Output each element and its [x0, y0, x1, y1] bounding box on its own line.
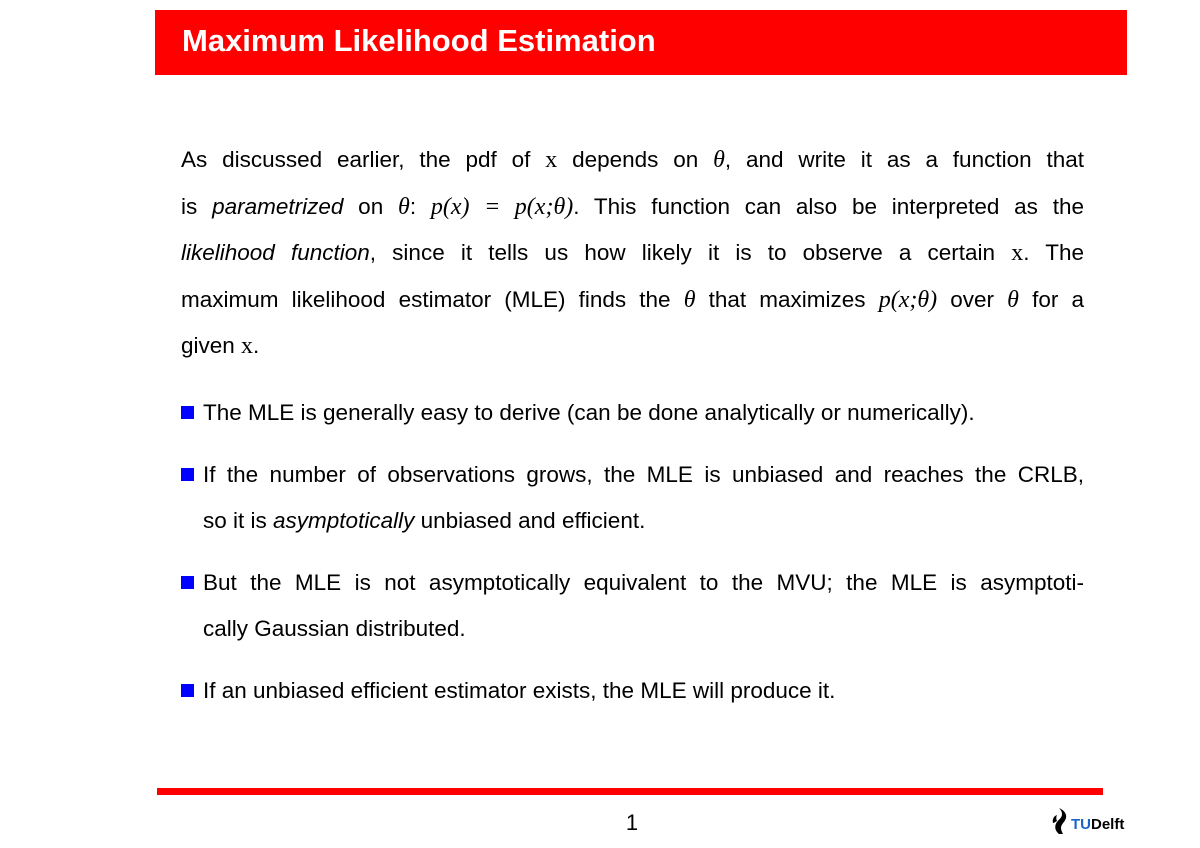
- tu-delft-logo: [1050, 805, 1124, 835]
- text: unbiased and efficient.: [414, 508, 646, 533]
- intro-line-5: [181, 323, 1084, 370]
- intro-paragraph: [181, 137, 1084, 370]
- bullet-text: If an unbiased efficient estimator exists, the MLE will produce it.: [203, 677, 836, 703]
- math-theta: θ: [398, 193, 410, 220]
- bullet-text: The MLE is generally easy to derive (can be done analytically or numerically).: [203, 400, 975, 425]
- text: for a: [1018, 286, 1085, 312]
- square-bullet-icon: [181, 576, 194, 589]
- math-theta: θ: [1007, 286, 1019, 313]
- bullet-text: cally Gaussian distributed.: [203, 616, 466, 641]
- intro-line-3: [181, 230, 1084, 277]
- slide-title: Maximum Likelihood Estimation: [182, 23, 656, 58]
- logo-tu: TU: [1071, 816, 1091, 833]
- text: given: [181, 333, 242, 358]
- text: , and write it as a function that: [724, 147, 1084, 172]
- text: maximum likelihood estimator (MLE) finds the: [181, 286, 684, 312]
- text: . This function can also be interpreted as the: [573, 193, 1085, 219]
- logo-delft: Delft: [1091, 816, 1125, 833]
- math-x: x: [241, 333, 254, 359]
- list-item: [181, 560, 1084, 653]
- math-theta: θ: [713, 147, 725, 173]
- intro-line-4: [181, 277, 1084, 324]
- tu-delft-flame-icon: [1050, 807, 1070, 835]
- math-x: x: [545, 147, 558, 173]
- square-bullet-icon: [181, 468, 194, 481]
- text: is: [181, 193, 213, 219]
- bullet-list: [181, 390, 1084, 729]
- text: over: [937, 286, 1008, 312]
- emphasis-asymptotically: asymptotically: [273, 508, 415, 533]
- logo-wordmark: [1071, 817, 1124, 833]
- list-item: [181, 668, 1084, 715]
- bullet-text: But the MLE is not asymptotically equivalent to the MVU; the MLE is asymptoti-: [203, 569, 1084, 595]
- text: , since it tells us how likely it is to observe a certain: [369, 240, 1012, 265]
- text: .: [253, 333, 260, 358]
- emphasis-likelihood-function: likelihood function: [181, 240, 370, 265]
- square-bullet-icon: [181, 406, 194, 419]
- page-number: 1: [625, 810, 639, 835]
- intro-line-2: [181, 184, 1084, 231]
- math-theta: θ: [683, 286, 696, 313]
- text: so it is: [203, 508, 274, 533]
- math-x: x: [1011, 240, 1024, 266]
- text: As discussed earlier, the pdf of: [181, 147, 546, 172]
- square-bullet-icon: [181, 684, 194, 697]
- math-p-x-theta: p(x;θ): [878, 286, 938, 313]
- text: . The: [1023, 240, 1084, 265]
- title-bar: [155, 10, 1127, 75]
- emphasis-parametrized: parametrized: [212, 193, 344, 219]
- bullet-text: [203, 498, 1084, 545]
- math-likelihood-expression: p(x) = p(x;θ): [430, 193, 574, 220]
- footer-rule: [157, 788, 1103, 795]
- list-item: [181, 452, 1084, 545]
- text: on: [343, 193, 399, 219]
- text: depends on: [557, 147, 714, 172]
- bullet-text: If the number of observations grows, the MLE is unbiased and reaches the CRLB,: [203, 461, 1084, 487]
- text: that maximizes: [695, 286, 879, 312]
- intro-line-1: [181, 137, 1084, 184]
- text: :: [409, 193, 431, 219]
- list-item: [181, 390, 1084, 437]
